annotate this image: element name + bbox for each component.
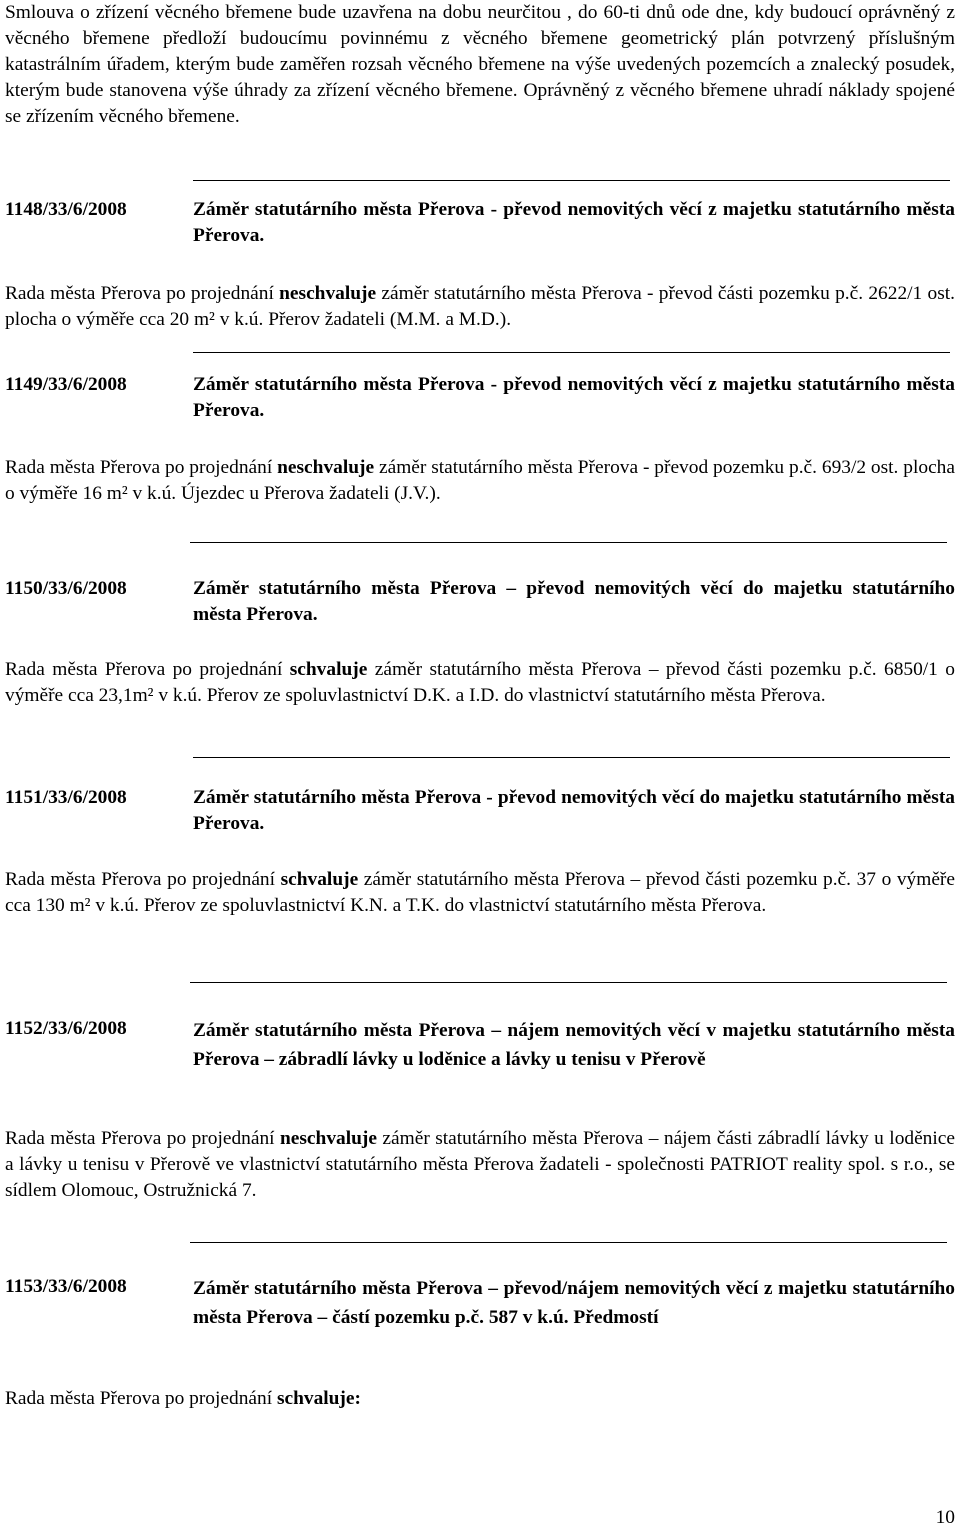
resolution-title: Záměr statutárního města Přerova – nájem nemovitých věcí v majetku statutárního města Přerova – zábradlí lávky u loděnice a lávky u tenisu v Přerově: [193, 1020, 955, 1070]
resolution-verdict: neschvaluje: [280, 1128, 377, 1149]
separator-line: [190, 982, 947, 983]
resolution-verdict: schvaluje: [289, 659, 368, 680]
resolution-title: Záměr statutárního města Přerova - převod nemovitých věcí do majetku statutárního města Přerova.: [193, 787, 955, 834]
resolution-text: Rada města Přerova po projednání schvaluje záměr statutárního města Přerova – převod části pozemku p.č. 6850/1 o výměře cca 23,1m² v k.ú. Přerov ze spoluvlastnictví D.K. a I.D. do vlastnictví statutárního města Přerova.: [5, 659, 955, 706]
resolution-number: 1151/33/6/2008: [5, 787, 127, 808]
resolution-text: Rada města Přerova po projednání neschvaluje záměr statutárního města Přerova - převod pozemku p.č. 693/2 ost. plocha o výměře 16 m² v k.ú. Újezdec u Přerova žadateli (J.V.).: [5, 457, 955, 504]
resolution-title: Záměr statutárního města Přerova - převod nemovitých věcí z majetku statutárního města Přerova.: [193, 374, 955, 421]
resolution-heading: [5, 1016, 955, 1074]
resolution-verdict: schvaluje:: [276, 1388, 361, 1409]
resolution-heading: [5, 785, 955, 837]
resolution-verdict: schvaluje: [280, 869, 359, 890]
resolution-heading: [5, 372, 955, 424]
resolution-title: Záměr statutárního města Přerova – převod nemovitých věcí do majetku statutárního města Přerova.: [193, 578, 955, 625]
resolution-number: 1148/33/6/2008: [5, 199, 127, 220]
resolution-title: Záměr statutárního města Přerova - převod nemovitých věcí z majetku statutárního města Přerova.: [193, 199, 955, 246]
resolution-heading: [5, 576, 955, 628]
intro-paragraph: Smlouva o zřízení věcného břemene bude uzavřena na dobu neurčitou , do 60-ti dnů ode dne, kdy budoucí oprávněný z věcného břemene předloží budoucímu povinnému z věcného břemene geometrický plán potvrzený příslušným katastrálním úřadem, kterým bude zaměřen rozsah věcného břemene na výše uvedených pozemcích a znalecký posudek, kterým bude stanovena výše úhrady za zřízení věcného břemene. Oprávněný z věcného břemene uhradí náklady spojené se zřízením věcného břemene.: [5, 2, 955, 127]
resolution-number: 1149/33/6/2008: [5, 374, 127, 395]
resolution-text: Rada města Přerova po projednání schvaluje záměr statutárního města Přerova – převod části pozemku p.č. 37 o výměře cca 130 m² v k.ú. Přerov ze spoluvlastnictví K.N. a T.K. do vlastnictví statutárního města Přerova.: [5, 869, 955, 916]
resolution-number: 1150/33/6/2008: [5, 578, 127, 599]
separator-line: [193, 757, 950, 758]
resolution-verdict: neschvaluje: [277, 457, 375, 478]
page-number: 10: [935, 1507, 955, 1528]
resolution-text: Rada města Přerova po projednání neschvaluje záměr statutárního města Přerova - převod části pozemku p.č. 2622/1 ost. plocha o výměře cca 20 m² v k.ú. Přerov žadateli (M.M. a M.D.).: [5, 283, 955, 330]
separator-line: [190, 1242, 947, 1243]
separator-line: [193, 352, 950, 353]
resolution-heading: [5, 1274, 955, 1332]
separator-line: [193, 180, 950, 181]
resolution-title: Záměr statutárního města Přerova – převod/nájem nemovitých věcí z majetku statutárního města Přerova – částí pozemku p.č. 587 v k.ú. Předmostí: [193, 1278, 955, 1328]
resolution-text: Rada města Přerova po projednání schvaluje:: [5, 1388, 361, 1409]
resolution-number: 1153/33/6/2008: [5, 1276, 127, 1297]
separator-line: [190, 542, 947, 543]
resolution-verdict: neschvaluje: [279, 283, 377, 304]
resolution-heading: [5, 197, 955, 249]
resolution-text: Rada města Přerova po projednání neschvaluje záměr statutárního města Přerova – nájem části zábradlí lávky u loděnice a lávky u tenisu v Přerově ve vlastnictví statutárního města Přerova žadateli - společnosti PATRIOT reality spol. s r.o., se sídlem Olomouc, Ostružnická 7.: [5, 1128, 955, 1201]
resolution-number: 1152/33/6/2008: [5, 1018, 127, 1039]
